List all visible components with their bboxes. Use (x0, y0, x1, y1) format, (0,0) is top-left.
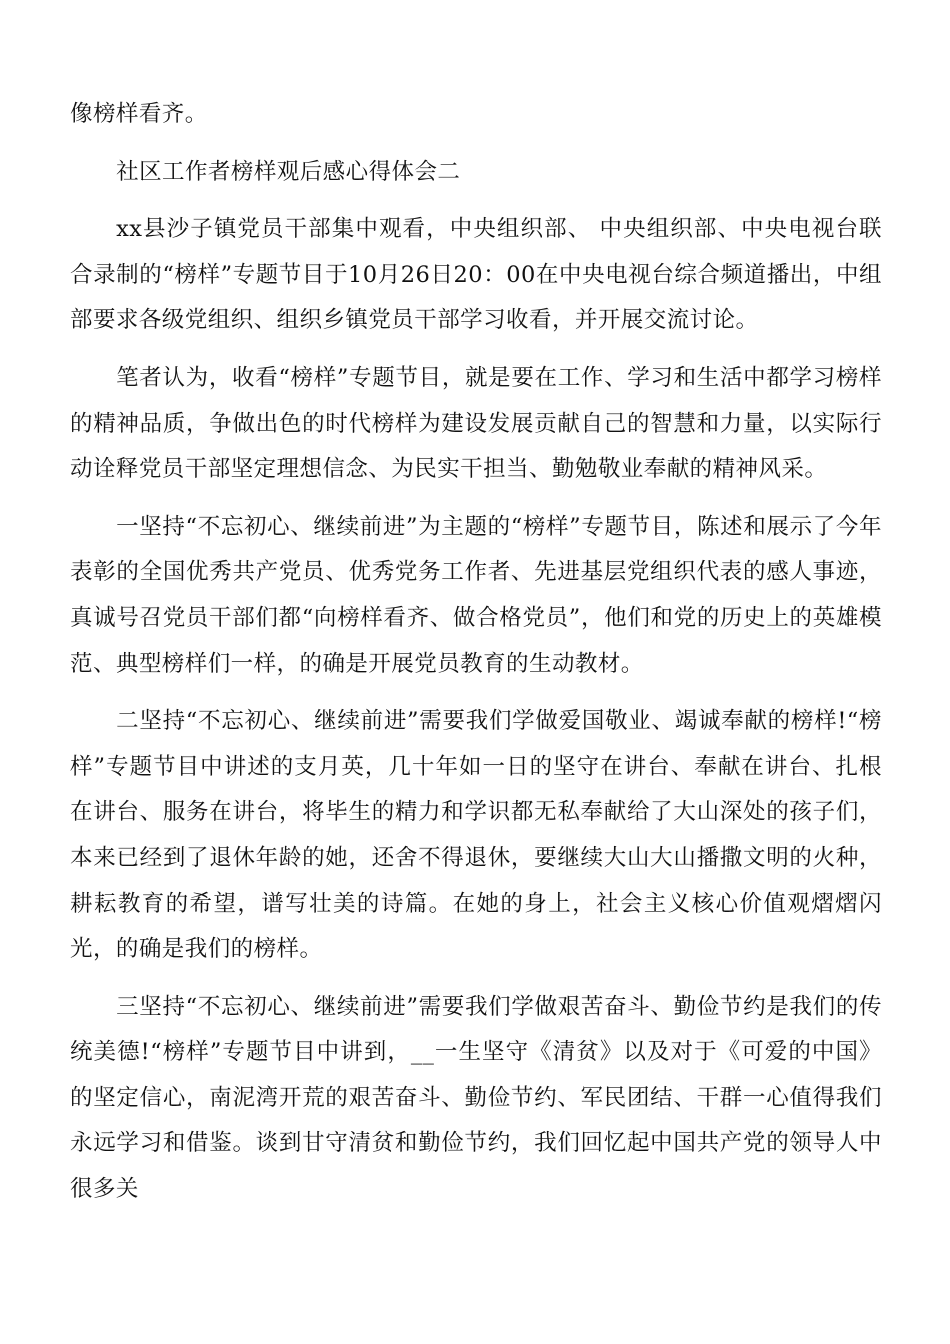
paragraph-2: xx县沙子镇党员干部集中观看，中央组织部、 中央组织部、中央电视台联合录制的“榜样”专题节目于10月26日20：00在中央电视台综合频道播出，中组部要求各级党组织、组织乡镇党员干部学习收看，并开展交流讨论。 (70, 216, 882, 334)
paragraph-6: 三坚持“不忘初心、继续前进”需要我们学做艰苦奋斗、勤俭节约是我们的传统美德!“榜样”专题节目中讲到，__一生坚守《清贫》以及对于《可爱的中国》的坚定信心，南泥湾开荒的艰苦奋斗、勤俭节约、军民团结、干群一心值得我们永远学习和借鉴。谈到甘守清贫和勤俭节约，我们回忆起中国共产党的领导人中很多关 (70, 993, 882, 1203)
paragraph-1: 像榜样看齐。 (70, 101, 208, 127)
paragraph-5: 二坚持“不忘初心、继续前进”需要我们学做爱国敬业、竭诚奉献的榜样!“榜样”专题节目中讲述的支月英，几十年如一日的坚守在讲台、奉献在讲台、扎根在讲台、服务在讲台，将毕生的精力和学识都无私奉献给了大山深处的孩子们，本来已经到了退休年龄的她，还舍不得退休，要继续大山大山播撒文明的火种，耕耘教育的希望，谱写壮美的诗篇。在她的身上，社会主义核心价值观熠熠闪光，的确是我们的榜样。 (70, 708, 882, 963)
document-body (70, 92, 882, 1213)
paragraph-3: 笔者认为，收看“榜样”专题节目，就是要在工作、学习和生活中都学习榜样的精神品质，争做出色的时代榜样为建设发展贡献自己的智慧和力量，以实际行动诠释党员干部坚定理想信念、为民实干担当、勤勉敬业奉献的精神风采。 (70, 364, 882, 483)
section-heading: 社区工作者榜样观后感心得体会二 (116, 158, 461, 185)
paragraph-4: 一坚持“不忘初心、继续前进”为主题的“榜样”专题节目，陈述和展示了今年表彰的全国优秀共产党员、优秀党务工作者、先进基层党组织代表的感人事迹，真诚号召党员干部们都“向榜样看齐、做合格党员”，他们和党的历史上的英雄模范、典型榜样们一样，的确是开展党员教育的生动教材。 (70, 513, 882, 677)
